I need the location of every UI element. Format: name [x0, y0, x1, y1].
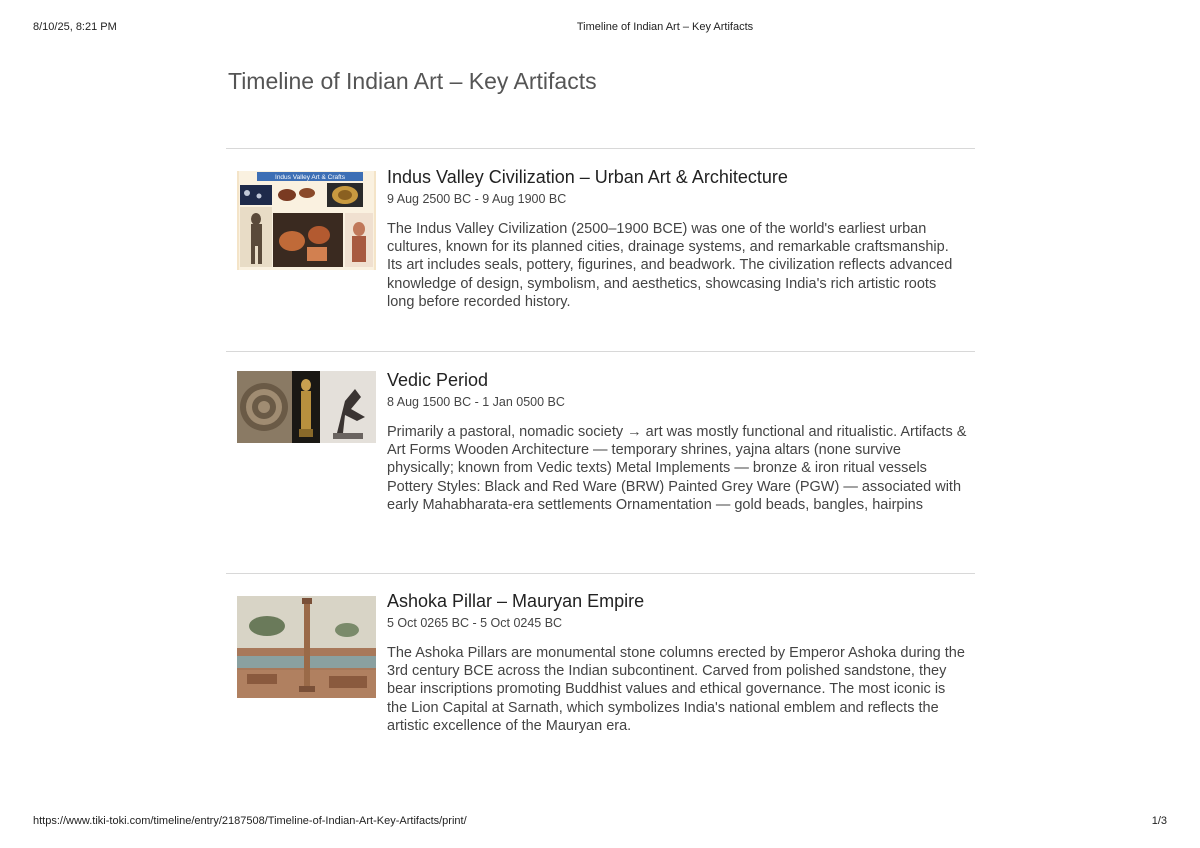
print-datetime: 8/10/25, 8:21 PM [33, 21, 117, 33]
entry-dates: 8 Aug 1500 BC - 1 Jan 0500 BC [387, 395, 565, 409]
entry-dates: 5 Oct 0265 BC - 5 Oct 0245 BC [387, 616, 563, 630]
entry-description: Primarily a pastoral, nomadic society → art was mostly functional and ritualistic. Artifacts & Art Forms Wooden Architecture — temporary shrines, yajna altars (none survive physically; known from Vedic texts) Metal Implements — bronze & iron ritual vessels Pottery Styles: Black and Red Ware (BRW) Painted Grey Ware (PGW) — associated with early Mahabharata-era settlements Ornamentation — gold beads, bangles, hairpins [387, 424, 967, 513]
print-url[interactable]: https://www.tiki-toki.com/timeline/entry/2187508/Timeline-of-Indian-Art-Key-Artifacts/print/ [33, 815, 467, 827]
entry-text [387, 166, 967, 311]
entry-dates: 9 Aug 2500 BC - 9 Aug 1900 BC [387, 192, 567, 206]
print-doc-title: Timeline of Indian Art – Key Artifacts [576, 21, 754, 33]
timeline-entry-ashoka [226, 573, 975, 774]
entry-text [387, 369, 967, 514]
entry-text [387, 590, 967, 735]
entry-title[interactable]: Indus Valley Civilization – Urban Art & Architecture [387, 167, 788, 187]
entry-title[interactable]: Vedic Period [387, 370, 489, 390]
entry-description: The Indus Valley Civilization (2500–1900 BCE) was one of the world's earliest urban cultures, known for its planned cities, drainage systems, and remarkable craftsmanship. Its art includes seals, pottery, figurines, and beadwork. The civilization reflects advanced knowledge of design, symbolism, and aesthetics, showcasing India's rich artistic roots long before recorded history. [387, 221, 953, 310]
entry-description: The Ashoka Pillars are monumental stone columns erected by Emperor Ashoka during the 3rd century BCE across the Indian subcontinent. Carved from polished sandstone, they bear inscriptions promoting Buddhist values and ethical governance. The most iconic is the Lion Capital at Sarnath, which symbolizes India's national emblem and reflects the artistic excellence of the Mauryan era. [387, 645, 965, 734]
collage-banner-text: Indus Valley Art & Crafts [275, 174, 345, 181]
print-header-title-wrap [0, 21, 1200, 33]
vedic-artifacts-image[interactable] [237, 371, 376, 443]
entry-title[interactable]: Ashoka Pillar – Mauryan Empire [387, 591, 645, 611]
page-title: Timeline of Indian Art – Key Artifacts [228, 68, 597, 94]
indus-valley-collage-image[interactable] [237, 171, 376, 270]
timeline-entry-indus [226, 148, 975, 349]
timeline-entry-vedic [226, 351, 975, 572]
ashoka-pillar-image[interactable] [237, 596, 376, 698]
print-page-number: 1/3 [1151, 815, 1167, 827]
